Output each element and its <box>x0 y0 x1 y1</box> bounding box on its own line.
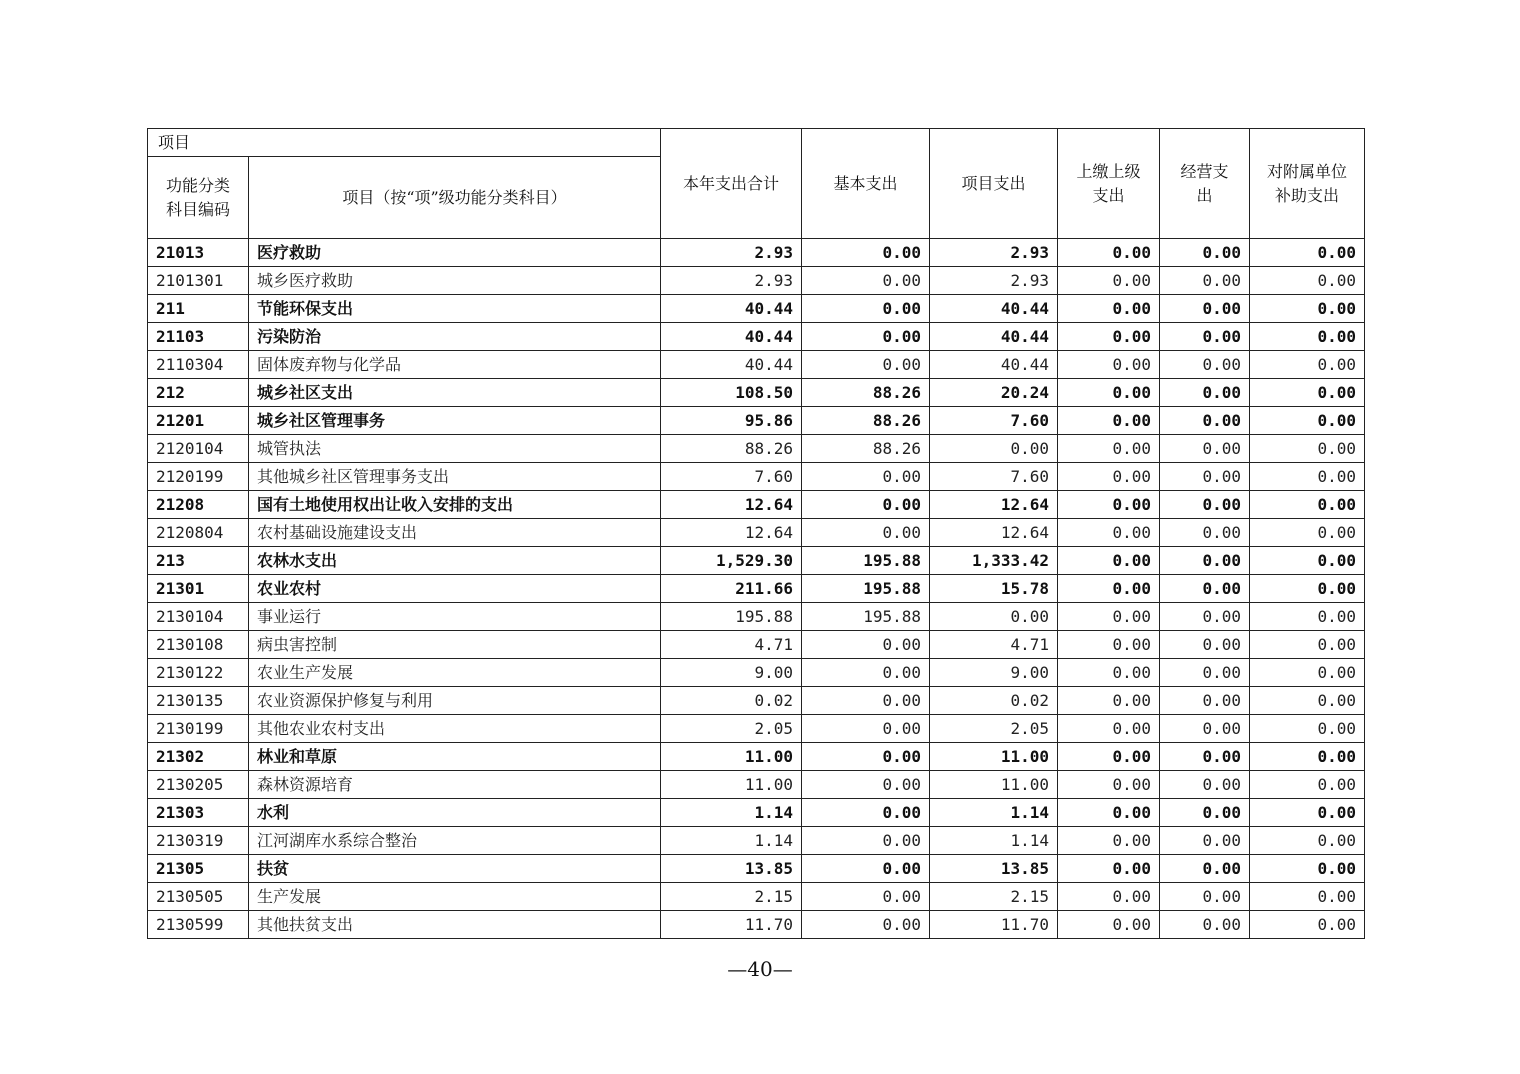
cell-project-expenditure: 40.44 <box>930 351 1058 379</box>
cell-basic: 0.00 <box>802 631 930 659</box>
cell-upper: 0.00 <box>1058 463 1160 491</box>
cell-business: 0.00 <box>1160 603 1250 631</box>
cell-name: 城乡医疗救助 <box>249 267 661 295</box>
cell-subsidy: 0.00 <box>1250 295 1365 323</box>
table-row <box>148 603 1365 631</box>
cell-name: 节能环保支出 <box>249 295 661 323</box>
cell-basic: 0.00 <box>802 743 930 771</box>
table-row <box>148 491 1365 519</box>
cell-basic: 0.00 <box>802 659 930 687</box>
header-subsidy: 对附属单位 补助支出 <box>1250 129 1365 239</box>
cell-project-expenditure: 12.64 <box>930 519 1058 547</box>
cell-basic: 88.26 <box>802 379 930 407</box>
cell-upper: 0.00 <box>1058 295 1160 323</box>
cell-project-expenditure: 9.00 <box>930 659 1058 687</box>
cell-total: 95.86 <box>661 407 802 435</box>
cell-code: 2110304 <box>148 351 249 379</box>
cell-name: 农林水支出 <box>249 547 661 575</box>
cell-total: 40.44 <box>661 295 802 323</box>
table-row <box>148 351 1365 379</box>
cell-business: 0.00 <box>1160 883 1250 911</box>
cell-subsidy: 0.00 <box>1250 491 1365 519</box>
cell-business: 0.00 <box>1160 295 1250 323</box>
cell-basic: 0.00 <box>802 267 930 295</box>
cell-total: 0.02 <box>661 687 802 715</box>
cell-upper: 0.00 <box>1058 911 1160 939</box>
cell-code: 211 <box>148 295 249 323</box>
cell-project-expenditure: 0.02 <box>930 687 1058 715</box>
cell-upper: 0.00 <box>1058 687 1160 715</box>
cell-subsidy: 0.00 <box>1250 547 1365 575</box>
cell-upper: 0.00 <box>1058 771 1160 799</box>
table-body <box>148 239 1365 939</box>
cell-project-expenditure: 4.71 <box>930 631 1058 659</box>
cell-code: 2130199 <box>148 715 249 743</box>
cell-basic: 0.00 <box>802 771 930 799</box>
header-business: 经营支 出 <box>1160 129 1250 239</box>
cell-project-expenditure: 7.60 <box>930 407 1058 435</box>
cell-subsidy: 0.00 <box>1250 715 1365 743</box>
cell-subsidy: 0.00 <box>1250 771 1365 799</box>
cell-code: 21208 <box>148 491 249 519</box>
cell-total: 12.64 <box>661 519 802 547</box>
cell-project-expenditure: 15.78 <box>930 575 1058 603</box>
cell-project-expenditure: 1,333.42 <box>930 547 1058 575</box>
table-row <box>148 911 1365 939</box>
cell-basic: 195.88 <box>802 603 930 631</box>
cell-subsidy: 0.00 <box>1250 603 1365 631</box>
cell-basic: 0.00 <box>802 687 930 715</box>
cell-business: 0.00 <box>1160 547 1250 575</box>
table-row <box>148 267 1365 295</box>
cell-name: 农村基础设施建设支出 <box>249 519 661 547</box>
cell-subsidy: 0.00 <box>1250 827 1365 855</box>
expenditure-table <box>147 128 1365 939</box>
cell-business: 0.00 <box>1160 855 1250 883</box>
cell-basic: 0.00 <box>802 715 930 743</box>
table-row <box>148 687 1365 715</box>
cell-subsidy: 0.00 <box>1250 659 1365 687</box>
cell-name: 医疗救助 <box>249 239 661 267</box>
cell-code: 2120104 <box>148 435 249 463</box>
cell-total: 211.66 <box>661 575 802 603</box>
cell-name: 污染防治 <box>249 323 661 351</box>
cell-total: 1.14 <box>661 827 802 855</box>
cell-project-expenditure: 2.93 <box>930 239 1058 267</box>
cell-basic: 0.00 <box>802 911 930 939</box>
cell-project-expenditure: 11.70 <box>930 911 1058 939</box>
cell-subsidy: 0.00 <box>1250 239 1365 267</box>
cell-code: 21302 <box>148 743 249 771</box>
cell-upper: 0.00 <box>1058 715 1160 743</box>
cell-subsidy: 0.00 <box>1250 799 1365 827</box>
cell-upper: 0.00 <box>1058 547 1160 575</box>
cell-project-expenditure: 0.00 <box>930 435 1058 463</box>
cell-total: 88.26 <box>661 435 802 463</box>
cell-basic: 0.00 <box>802 799 930 827</box>
cell-basic: 0.00 <box>802 351 930 379</box>
cell-code: 2130599 <box>148 911 249 939</box>
cell-code: 21303 <box>148 799 249 827</box>
cell-basic: 0.00 <box>802 491 930 519</box>
page-number: —40— <box>727 957 793 981</box>
cell-subsidy: 0.00 <box>1250 687 1365 715</box>
cell-upper: 0.00 <box>1058 379 1160 407</box>
cell-code: 2130122 <box>148 659 249 687</box>
cell-total: 13.85 <box>661 855 802 883</box>
cell-project-expenditure: 40.44 <box>930 295 1058 323</box>
cell-basic: 195.88 <box>802 547 930 575</box>
table-row <box>148 799 1365 827</box>
table-row <box>148 715 1365 743</box>
cell-total: 40.44 <box>661 351 802 379</box>
cell-name: 森林资源培育 <box>249 771 661 799</box>
header-upper: 上缴上级 支出 <box>1058 129 1160 239</box>
cell-project-expenditure: 0.00 <box>930 603 1058 631</box>
cell-name: 农业农村 <box>249 575 661 603</box>
cell-basic: 0.00 <box>802 323 930 351</box>
cell-project-expenditure: 12.64 <box>930 491 1058 519</box>
header-basic: 基本支出 <box>802 129 930 239</box>
cell-basic: 88.26 <box>802 435 930 463</box>
cell-project-expenditure: 13.85 <box>930 855 1058 883</box>
cell-name: 其他农业农村支出 <box>249 715 661 743</box>
cell-subsidy: 0.00 <box>1250 407 1365 435</box>
cell-upper: 0.00 <box>1058 631 1160 659</box>
cell-business: 0.00 <box>1160 407 1250 435</box>
cell-upper: 0.00 <box>1058 239 1160 267</box>
cell-business: 0.00 <box>1160 911 1250 939</box>
cell-upper: 0.00 <box>1058 519 1160 547</box>
cell-code: 21013 <box>148 239 249 267</box>
cell-total: 9.00 <box>661 659 802 687</box>
cell-business: 0.00 <box>1160 631 1250 659</box>
cell-code: 21103 <box>148 323 249 351</box>
cell-code: 2130104 <box>148 603 249 631</box>
cell-code: 212 <box>148 379 249 407</box>
cell-name: 其他扶贫支出 <box>249 911 661 939</box>
cell-upper: 0.00 <box>1058 743 1160 771</box>
cell-upper: 0.00 <box>1058 855 1160 883</box>
cell-name: 扶贫 <box>249 855 661 883</box>
cell-name: 城乡社区管理事务 <box>249 407 661 435</box>
cell-subsidy: 0.00 <box>1250 631 1365 659</box>
cell-total: 11.00 <box>661 771 802 799</box>
table-row <box>148 883 1365 911</box>
table-row <box>148 435 1365 463</box>
cell-basic: 0.00 <box>802 855 930 883</box>
cell-code: 2130319 <box>148 827 249 855</box>
cell-subsidy: 0.00 <box>1250 323 1365 351</box>
header-project-expenditure: 项目支出 <box>930 129 1058 239</box>
cell-project-expenditure: 7.60 <box>930 463 1058 491</box>
cell-business: 0.00 <box>1160 463 1250 491</box>
cell-business: 0.00 <box>1160 435 1250 463</box>
header-name: 项目（按“项”级功能分类科目） <box>249 157 661 239</box>
cell-business: 0.00 <box>1160 491 1250 519</box>
cell-total: 12.64 <box>661 491 802 519</box>
cell-name: 水利 <box>249 799 661 827</box>
cell-name: 林业和草原 <box>249 743 661 771</box>
cell-upper: 0.00 <box>1058 435 1160 463</box>
cell-name: 江河湖库水系综合整治 <box>249 827 661 855</box>
cell-business: 0.00 <box>1160 687 1250 715</box>
cell-subsidy: 0.00 <box>1250 435 1365 463</box>
cell-code: 21201 <box>148 407 249 435</box>
cell-upper: 0.00 <box>1058 883 1160 911</box>
table-row <box>148 827 1365 855</box>
cell-upper: 0.00 <box>1058 575 1160 603</box>
cell-total: 1,529.30 <box>661 547 802 575</box>
cell-name: 农业生产发展 <box>249 659 661 687</box>
table-row <box>148 631 1365 659</box>
cell-business: 0.00 <box>1160 239 1250 267</box>
cell-upper: 0.00 <box>1058 351 1160 379</box>
cell-business: 0.00 <box>1160 827 1250 855</box>
cell-basic: 195.88 <box>802 575 930 603</box>
cell-subsidy: 0.00 <box>1250 519 1365 547</box>
cell-total: 195.88 <box>661 603 802 631</box>
cell-total: 7.60 <box>661 463 802 491</box>
cell-subsidy: 0.00 <box>1250 463 1365 491</box>
cell-basic: 0.00 <box>802 827 930 855</box>
table-row <box>148 771 1365 799</box>
cell-name: 城管执法 <box>249 435 661 463</box>
table-row <box>148 463 1365 491</box>
cell-total: 4.71 <box>661 631 802 659</box>
cell-upper: 0.00 <box>1058 267 1160 295</box>
cell-name: 生产发展 <box>249 883 661 911</box>
cell-name: 事业运行 <box>249 603 661 631</box>
cell-upper: 0.00 <box>1058 407 1160 435</box>
cell-name: 固体废弃物与化学品 <box>249 351 661 379</box>
header-total: 本年支出合计 <box>661 129 802 239</box>
cell-code: 21301 <box>148 575 249 603</box>
table-row <box>148 379 1365 407</box>
table-row <box>148 519 1365 547</box>
cell-business: 0.00 <box>1160 799 1250 827</box>
cell-total: 108.50 <box>661 379 802 407</box>
cell-business: 0.00 <box>1160 743 1250 771</box>
cell-total: 11.00 <box>661 743 802 771</box>
cell-upper: 0.00 <box>1058 799 1160 827</box>
cell-project-expenditure: 2.93 <box>930 267 1058 295</box>
cell-code: 2130205 <box>148 771 249 799</box>
cell-basic: 0.00 <box>802 239 930 267</box>
cell-total: 40.44 <box>661 323 802 351</box>
cell-project-expenditure: 2.05 <box>930 715 1058 743</box>
cell-upper: 0.00 <box>1058 603 1160 631</box>
cell-code: 21305 <box>148 855 249 883</box>
cell-subsidy: 0.00 <box>1250 743 1365 771</box>
cell-code: 2130135 <box>148 687 249 715</box>
cell-basic: 0.00 <box>802 463 930 491</box>
cell-project-expenditure: 2.15 <box>930 883 1058 911</box>
cell-subsidy: 0.00 <box>1250 575 1365 603</box>
cell-business: 0.00 <box>1160 379 1250 407</box>
cell-name: 病虫害控制 <box>249 631 661 659</box>
table-row <box>148 295 1365 323</box>
table-row <box>148 407 1365 435</box>
cell-total: 2.05 <box>661 715 802 743</box>
cell-business: 0.00 <box>1160 575 1250 603</box>
cell-business: 0.00 <box>1160 771 1250 799</box>
cell-business: 0.00 <box>1160 715 1250 743</box>
table-row <box>148 547 1365 575</box>
cell-code: 2130505 <box>148 883 249 911</box>
cell-total: 2.93 <box>661 239 802 267</box>
cell-code: 2120804 <box>148 519 249 547</box>
cell-basic: 88.26 <box>802 407 930 435</box>
table-row <box>148 743 1365 771</box>
cell-business: 0.00 <box>1160 351 1250 379</box>
cell-name: 国有土地使用权出让收入安排的支出 <box>249 491 661 519</box>
cell-project-expenditure: 40.44 <box>930 323 1058 351</box>
cell-subsidy: 0.00 <box>1250 267 1365 295</box>
cell-upper: 0.00 <box>1058 323 1160 351</box>
cell-total: 2.93 <box>661 267 802 295</box>
cell-business: 0.00 <box>1160 323 1250 351</box>
cell-subsidy: 0.00 <box>1250 351 1365 379</box>
cell-code: 2120199 <box>148 463 249 491</box>
cell-project-expenditure: 11.00 <box>930 771 1058 799</box>
cell-total: 11.70 <box>661 911 802 939</box>
cell-basic: 0.00 <box>802 519 930 547</box>
cell-subsidy: 0.00 <box>1250 379 1365 407</box>
cell-business: 0.00 <box>1160 519 1250 547</box>
cell-subsidy: 0.00 <box>1250 911 1365 939</box>
table-row <box>148 575 1365 603</box>
cell-total: 1.14 <box>661 799 802 827</box>
cell-upper: 0.00 <box>1058 491 1160 519</box>
cell-code: 2101301 <box>148 267 249 295</box>
cell-subsidy: 0.00 <box>1250 855 1365 883</box>
cell-subsidy: 0.00 <box>1250 883 1365 911</box>
cell-project-expenditure: 11.00 <box>930 743 1058 771</box>
cell-project-expenditure: 1.14 <box>930 827 1058 855</box>
table-row <box>148 855 1365 883</box>
cell-total: 2.15 <box>661 883 802 911</box>
cell-business: 0.00 <box>1160 267 1250 295</box>
cell-code: 2130108 <box>148 631 249 659</box>
cell-upper: 0.00 <box>1058 827 1160 855</box>
cell-name: 农业资源保护修复与利用 <box>249 687 661 715</box>
cell-project-expenditure: 20.24 <box>930 379 1058 407</box>
cell-upper: 0.00 <box>1058 659 1160 687</box>
table-row <box>148 323 1365 351</box>
header-code: 功能分类 科目编码 <box>148 157 249 239</box>
table-row <box>148 659 1365 687</box>
cell-name: 城乡社区支出 <box>249 379 661 407</box>
table-row <box>148 239 1365 267</box>
cell-business: 0.00 <box>1160 659 1250 687</box>
cell-basic: 0.00 <box>802 883 930 911</box>
cell-name: 其他城乡社区管理事务支出 <box>249 463 661 491</box>
cell-project-expenditure: 1.14 <box>930 799 1058 827</box>
cell-basic: 0.00 <box>802 295 930 323</box>
header-project: 项目 <box>148 129 661 157</box>
cell-code: 213 <box>148 547 249 575</box>
